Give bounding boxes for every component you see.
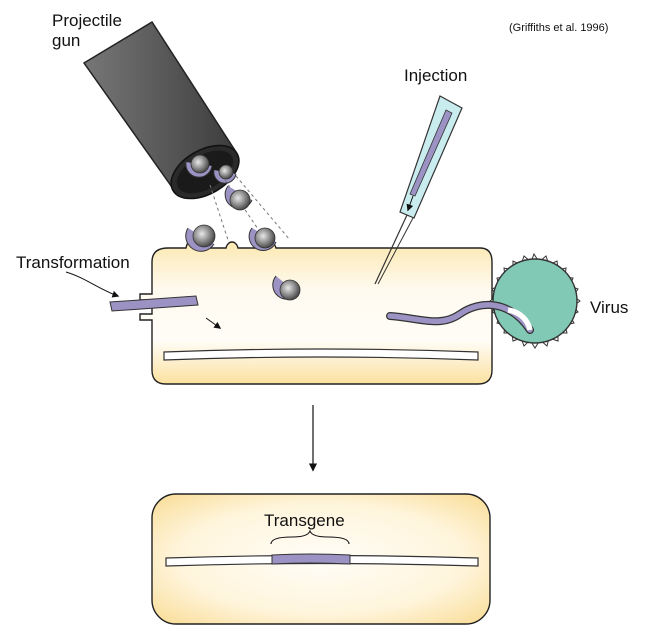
transformation-label: Transformation: [16, 253, 130, 272]
transgenic-cell: [152, 494, 490, 624]
injection-label: Injection: [404, 66, 468, 85]
projectile-gun-label-line2: gun: [52, 31, 81, 50]
citation-label: (Griffiths et al. 1996): [509, 22, 609, 34]
projectile-gun: [84, 22, 248, 210]
recipient-cell: [140, 239, 492, 384]
virus-label: Virus: [590, 298, 629, 317]
transgene-segment: [272, 554, 350, 564]
transgene-label: Transgene: [264, 511, 345, 530]
projectile-gun-label-line1: Projectile: [52, 11, 122, 30]
